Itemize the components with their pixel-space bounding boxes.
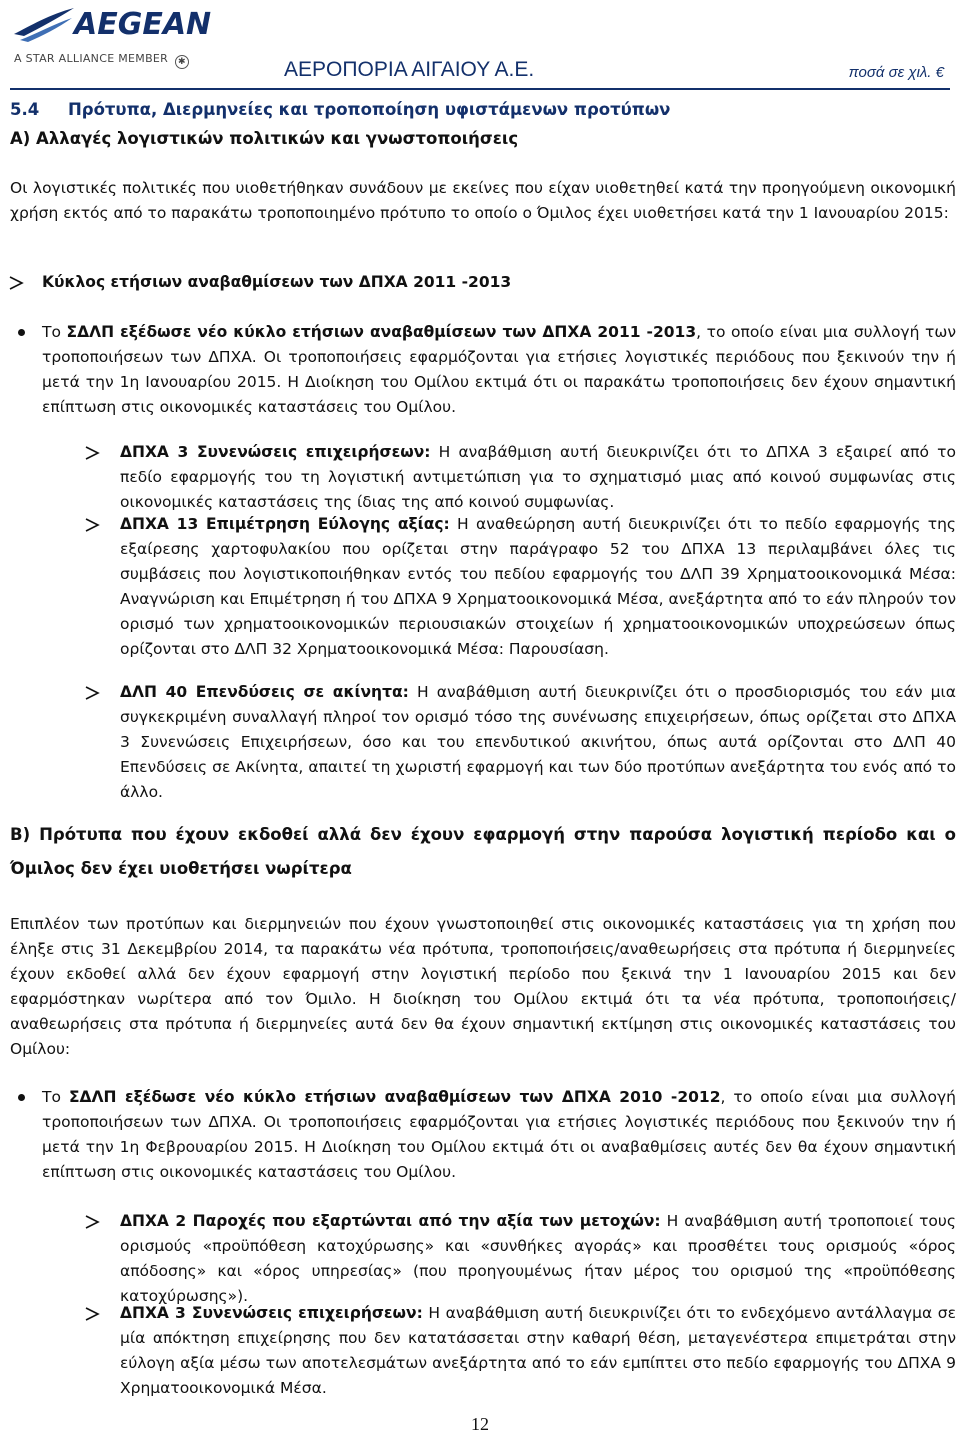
a-item-3-title: ΔΛΠ 40 Επενδύσεις σε ακίνητα: <box>120 683 409 701</box>
bullet-dot-icon <box>18 1094 25 1101</box>
b-item-1-text: Η αναβάθμιση αυτή τροποποιεί τους ορισμούς «προϋπόθεση κατοχύρωσης» και «συνθήκες αγοράς» και προσθέτει τους ορισμούς «όρος απόδοσης» και «όρος υπηρεσίας» (που προηγουμένως ήταν μέρος του ορισμού της «προϋπόθεσης κατοχύρωσης»). <box>120 1212 956 1305</box>
bullet1-prefix: Το <box>42 323 67 341</box>
cycle-heading: Κύκλος ετήσιων αναβαθμίσεων των ΔΠΧΑ 2011 -2013 <box>42 273 512 291</box>
b-item-1 <box>120 1209 956 1309</box>
arrow-bullet-icon <box>84 445 100 461</box>
arrow-bullet-icon <box>84 685 100 701</box>
b-item-2-text: Η αναβάθμιση αυτή διευκρινίζει ότι το ενδεχόμενο αντάλλαγμα σε μία απόκτηση επιχείρησης που δεν κατατάσσεται στην καθαρή θέση, μεταγενέστερα επιμετράται στην εύλογη αξία μέσω των αποτελεσμάτων ανεξάρτητα από το εάν εμπίπτει στο πεδίο εφαρμογής του ΔΠΧΑ 9 Χρηματοοικονομικά Μέσα. <box>120 1304 956 1397</box>
header-divider <box>10 88 950 90</box>
star-alliance-tagline <box>14 52 189 69</box>
a-item-2 <box>120 512 956 662</box>
star-alliance-icon: ✱ <box>175 55 189 69</box>
aegean-bird-logo-icon <box>10 4 78 44</box>
bullet-dot-icon <box>18 329 25 336</box>
currency-note: ποσά σε χιλ. € <box>848 64 944 81</box>
b-item-2-title: ΔΠΧΑ 3 Συνενώσεις επιχειρήσεων: <box>120 1304 423 1322</box>
subtitle-a: Α) Αλλαγές λογιστικών πολιτικών και γνωστοποιήσεις <box>10 129 519 148</box>
aegean-logo <box>10 4 260 76</box>
a-item-3 <box>120 680 956 805</box>
bullet2-bold: ΣΔΛΠ εξέδωσε νέο κύκλο ετήσιων αναβαθμίσεων των ΔΠΧΑ 2010 -2012 <box>68 1088 721 1106</box>
section-title: 5.4 Πρότυπα, Διερμηνείες και τροποποίηση υφιστάμενων προτύπων <box>10 100 671 119</box>
tagline-text: A STAR ALLIANCE MEMBER <box>14 52 169 65</box>
a-item-1-title: ΔΠΧΑ 3 Συνενώσεις επιχειρήσεων: <box>120 443 431 461</box>
a-item-2-title: ΔΠΧΑ 13 Επιμέτρηση Εύλογης αξίας: <box>120 515 450 533</box>
bullet2-rest: , το οποίο είναι μια συλλογή τροποποιήσεων των ΔΠΧΑ. Οι τροποποιήσεις εφαρμόζονται για ετήσιες λογιστικές περιόδους που ξεκινούν την ή μετά την 1η Φεβρουαρίου 2015. Η Διοίκηση του Ομίλου εκτιμά ότι οι αναβαθμίσεις αυτές δεν θα έχουν σημαντική επίπτωση στις οικονομικές καταστάσεις του Ομίλου. <box>42 1088 956 1181</box>
brand-name: AEGEAN <box>74 6 212 42</box>
bullet2-prefix: Το <box>42 1088 69 1106</box>
b-item-1-title: ΔΠΧΑ 2 Παροχές που εξαρτώνται από την αξία των μετοχών: <box>120 1212 661 1230</box>
arrow-bullet-icon <box>84 1306 100 1322</box>
bullet2-paragraph <box>42 1085 956 1185</box>
subtitle-b: Β) Πρότυπα που έχουν εκδοθεί αλλά δεν έχουν εφαρμογή στην παρούσα λογιστική περίοδο και ο Όμιλος δεν έχει υιοθετήσει νωρίτερα <box>10 825 956 878</box>
bullet1-bold: ΣΔΛΠ εξέδωσε νέο κύκλο ετήσιων αναβαθμίσεων των ΔΠΧΑ 2011 -2013 <box>66 323 697 341</box>
a-item-1-text: Η αναβάθμιση αυτή διευκρινίζει ότι το ΔΠΧΑ 3 εξαιρεί από το πεδίο εφαρμογής του τη λογιστική αντιμετώπιση για το σχηματισμό μιας από κοινού συμφωνίας στις οικονομικές καταστάσεις της ίδιας της από κοινού συμφωνίας. <box>120 443 956 511</box>
b-item-2 <box>120 1301 956 1401</box>
a-item-3-text: Η αναβάθμιση αυτή διευκρινίζει ότι ο προσδιορισμός του εάν μια συγκεκριμένη συναλλαγή πληροί τον ορισμό τόσο της συνένωσης επιχειρήσεων, όπως ορίζεται στο ΔΠΧΑ 3 Συνενώσεις Επιχειρήσεων, όσο και του επενδυτικού ακινήτου, όπως αυτά ορίζονται στο ΔΛΠ 40 Επενδύσεις σε Ακίνητα, απαιτεί τη χωριστή εφαρμογή και των δύο προτύπων ανεξάρτητα του ενός από το άλλο. <box>120 683 956 801</box>
a-item-2-text: Η αναθεώρηση αυτή διευκρινίζει ότι το πεδίο εφαρμογής της εξαίρεσης χαρτοφυλακίου που ορίζεται στην παράγραφο 52 του ΔΠΧΑ 13 περιλαμβάνει όλες τις συμβάσεις που λογιστικοποιήθηκαν εντός του πεδίου εφαρμογής του ΔΛΠ 39 Χρηματοοικονομικά Μέσα: Αναγνώριση και Επιμέτρηση ή του ΔΠΧΑ 9 Χρηματοοικονομικά Μέσα, ανεξάρτητα από το εάν πληρούν τον ορισμό των χρηματοοικονομικών περιουσιακών στοιχείων ή χρηματοοικονομικών υποχρεώσεων όπως ορίζονται στο ΔΛΠ 32 Χρηματοοικονομικά Μέσα: Παρουσίαση. <box>120 515 956 658</box>
company-name: ΑΕΡΟΠΟΡΙΑ ΑΙΓΑΙΟΥ Α.Ε. <box>284 58 535 81</box>
page-number: 12 <box>471 1414 489 1434</box>
bullet1-rest: , το οποίο είναι μια συλλογή των τροποποιήσεων των ΔΠΧΑ. Οι τροποποιήσεις εφαρμόζονται για ετήσιες λογιστικές περιόδους που ξεκινούν την ή μετά την 1η Ιανουαρίου 2015. Η Διοίκηση του Ομίλου εκτιμά ότι οι παρακάτω τροποποιήσεις δεν έχουν σημαντική επίπτωση στις οικονομικές καταστάσεις του Ομίλου. <box>42 323 956 416</box>
arrow-bullet-icon <box>84 1214 100 1230</box>
bullet1-paragraph <box>42 320 956 420</box>
a-item-1 <box>120 440 956 515</box>
arrow-bullet-icon <box>84 517 100 533</box>
arrow-bullet-icon <box>8 275 24 291</box>
intro-paragraph: Οι λογιστικές πολιτικές που υιοθετήθηκαν συνάδουν με εκείνες που είχαν υιοθετηθεί κατά την προηγούμενη οικονομική χρήση εκτός από το παρακάτω τροποποιημένο πρότυπο το οποίο ο Όμιλος έχει υιοθετήσει κατά την 1 Ιανουαρίου 2015: <box>10 179 956 222</box>
b-intro-paragraph: Επιπλέον των προτύπων και διερμηνειών που έχουν γνωστοποιηθεί στις οικονομικές καταστάσεις για τη χρήση που έληξε στις 31 Δεκεμβρίου 2014, τα παρακάτω νέα πρότυπα, τροποποιήσεις/αναθεωρήσεις στα πρότυπα ή διερμηνείες έχουν εκδοθεί αλλά δεν έχουν εφαρμογή στην λογιστική περίοδο που ξεκινά την 1 Ιανουαρίου 2015 και δεν εφαρμόστηκαν νωρίτερα από τον Όμιλο. Η διοίκηση του Ομίλου εκτιμά ότι τα νέα πρότυπα, τροποποιήσεις/αναθεωρήσεις στα πρότυπα ή διερμηνείες αυτά δεν θα έχουν σημαντική εκτίμηση στις οικονομικές καταστάσεις του Ομίλου: <box>10 915 956 1058</box>
